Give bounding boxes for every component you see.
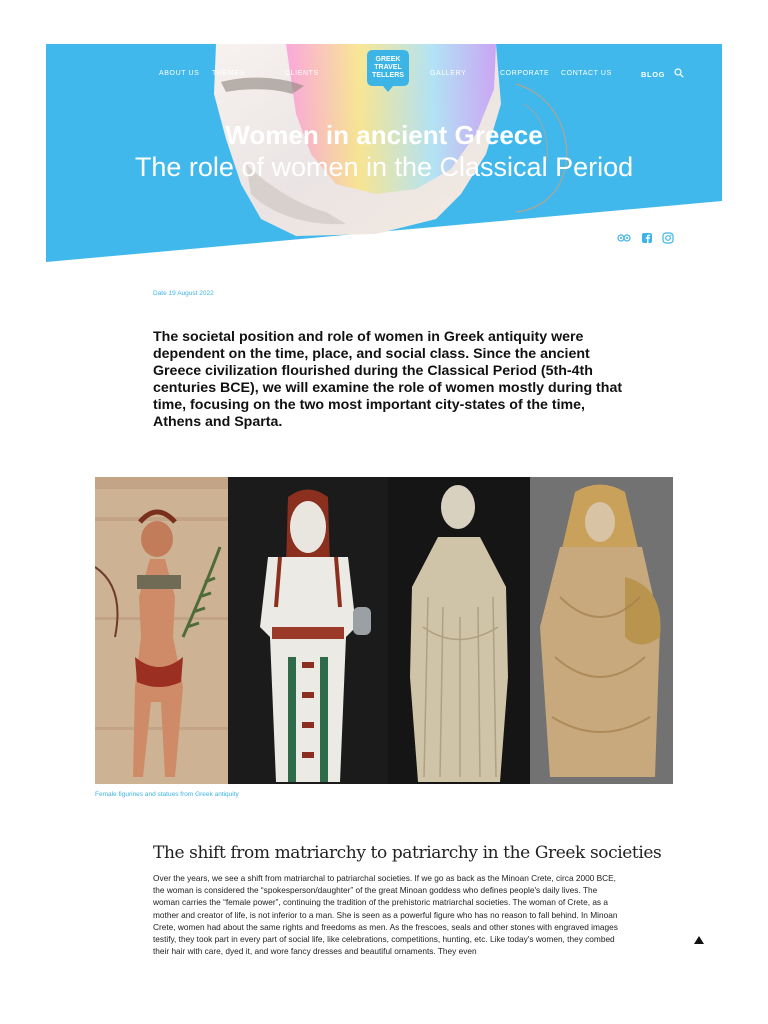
section-heading: The shift from matriarchy to patriarchy in the Greek societies [153, 843, 662, 863]
intro-paragraph: The societal position and role of women in Greek antiquity were dependent on the time, place, and social class. Since the ancient Greece civilization flourished during the Classical Period (5th-4th centuries BCE), we will examine the role of women mostly during that time, focusing on the two most important city-states of the time, Athens and Sparta. [153, 329, 623, 430]
nav-gallery[interactable]: GALLERY [430, 70, 467, 77]
logo-line-1: GREEK [375, 56, 401, 63]
marble-statue-panel [388, 477, 530, 784]
instagram-icon[interactable] [662, 232, 674, 244]
image-caption: Female figurines and statues from Greek antiquity [95, 791, 239, 798]
back-to-top-icon[interactable] [693, 934, 705, 946]
terracotta-figure-panel [530, 477, 673, 784]
nav-themes[interactable]: THEMES [212, 70, 245, 77]
tripadvisor-icon[interactable] [617, 232, 631, 244]
logo-line-2: TRAVEL [374, 64, 402, 71]
section-body: Over the years, we see a shift from matriarchal to patriarchal societies. If we go as back as the Minoan Crete, circa 2000 BCE, the woman is considered the “spokesperson/daughter” of the great Minoan goddess who defines people's daily lives. The woman carries the “female power”, continuing the tradition of the prehistoric matriarchal societies. The woman of Crete, as a mother and creator of life, is not inferior to a man. She is seen as a powerful figure who has no reason to fall behind. In Minoan Crete, women had about the same rights and freedoms as men. As the frescoes, seals and other stones with engraved images testify, they took part in every part of social life, like celebrations, competitions, hunting, etc. Like today's women, they combed their hair with care, dyed it, and wore fancy dresses and beautiful ornaments. They even [153, 873, 618, 957]
nav-clients[interactable]: CLIENTS [285, 70, 319, 77]
mosaic-panel [95, 477, 228, 784]
nav-contact-us[interactable]: CONTACT US [561, 70, 612, 77]
page-title: Women in ancient Greece [225, 120, 543, 150]
nav-about-us[interactable]: ABOUT US [159, 70, 200, 77]
site-logo[interactable] [365, 48, 411, 92]
logo-line-3: TELLERS [372, 72, 404, 79]
page-subtitle: The role of women in the Classical Period [134, 152, 634, 182]
facebook-icon[interactable] [641, 232, 653, 244]
nav-blog[interactable]: BLOG [641, 70, 666, 79]
date-value: 19 August 2022 [168, 290, 214, 297]
nav-corporate[interactable]: CORPORATE [500, 70, 550, 77]
statue-gallery-image [95, 477, 673, 784]
kore-statue-panel [228, 477, 388, 784]
date-label: Date [153, 290, 167, 297]
search-icon[interactable] [674, 68, 684, 78]
post-date [153, 290, 214, 297]
